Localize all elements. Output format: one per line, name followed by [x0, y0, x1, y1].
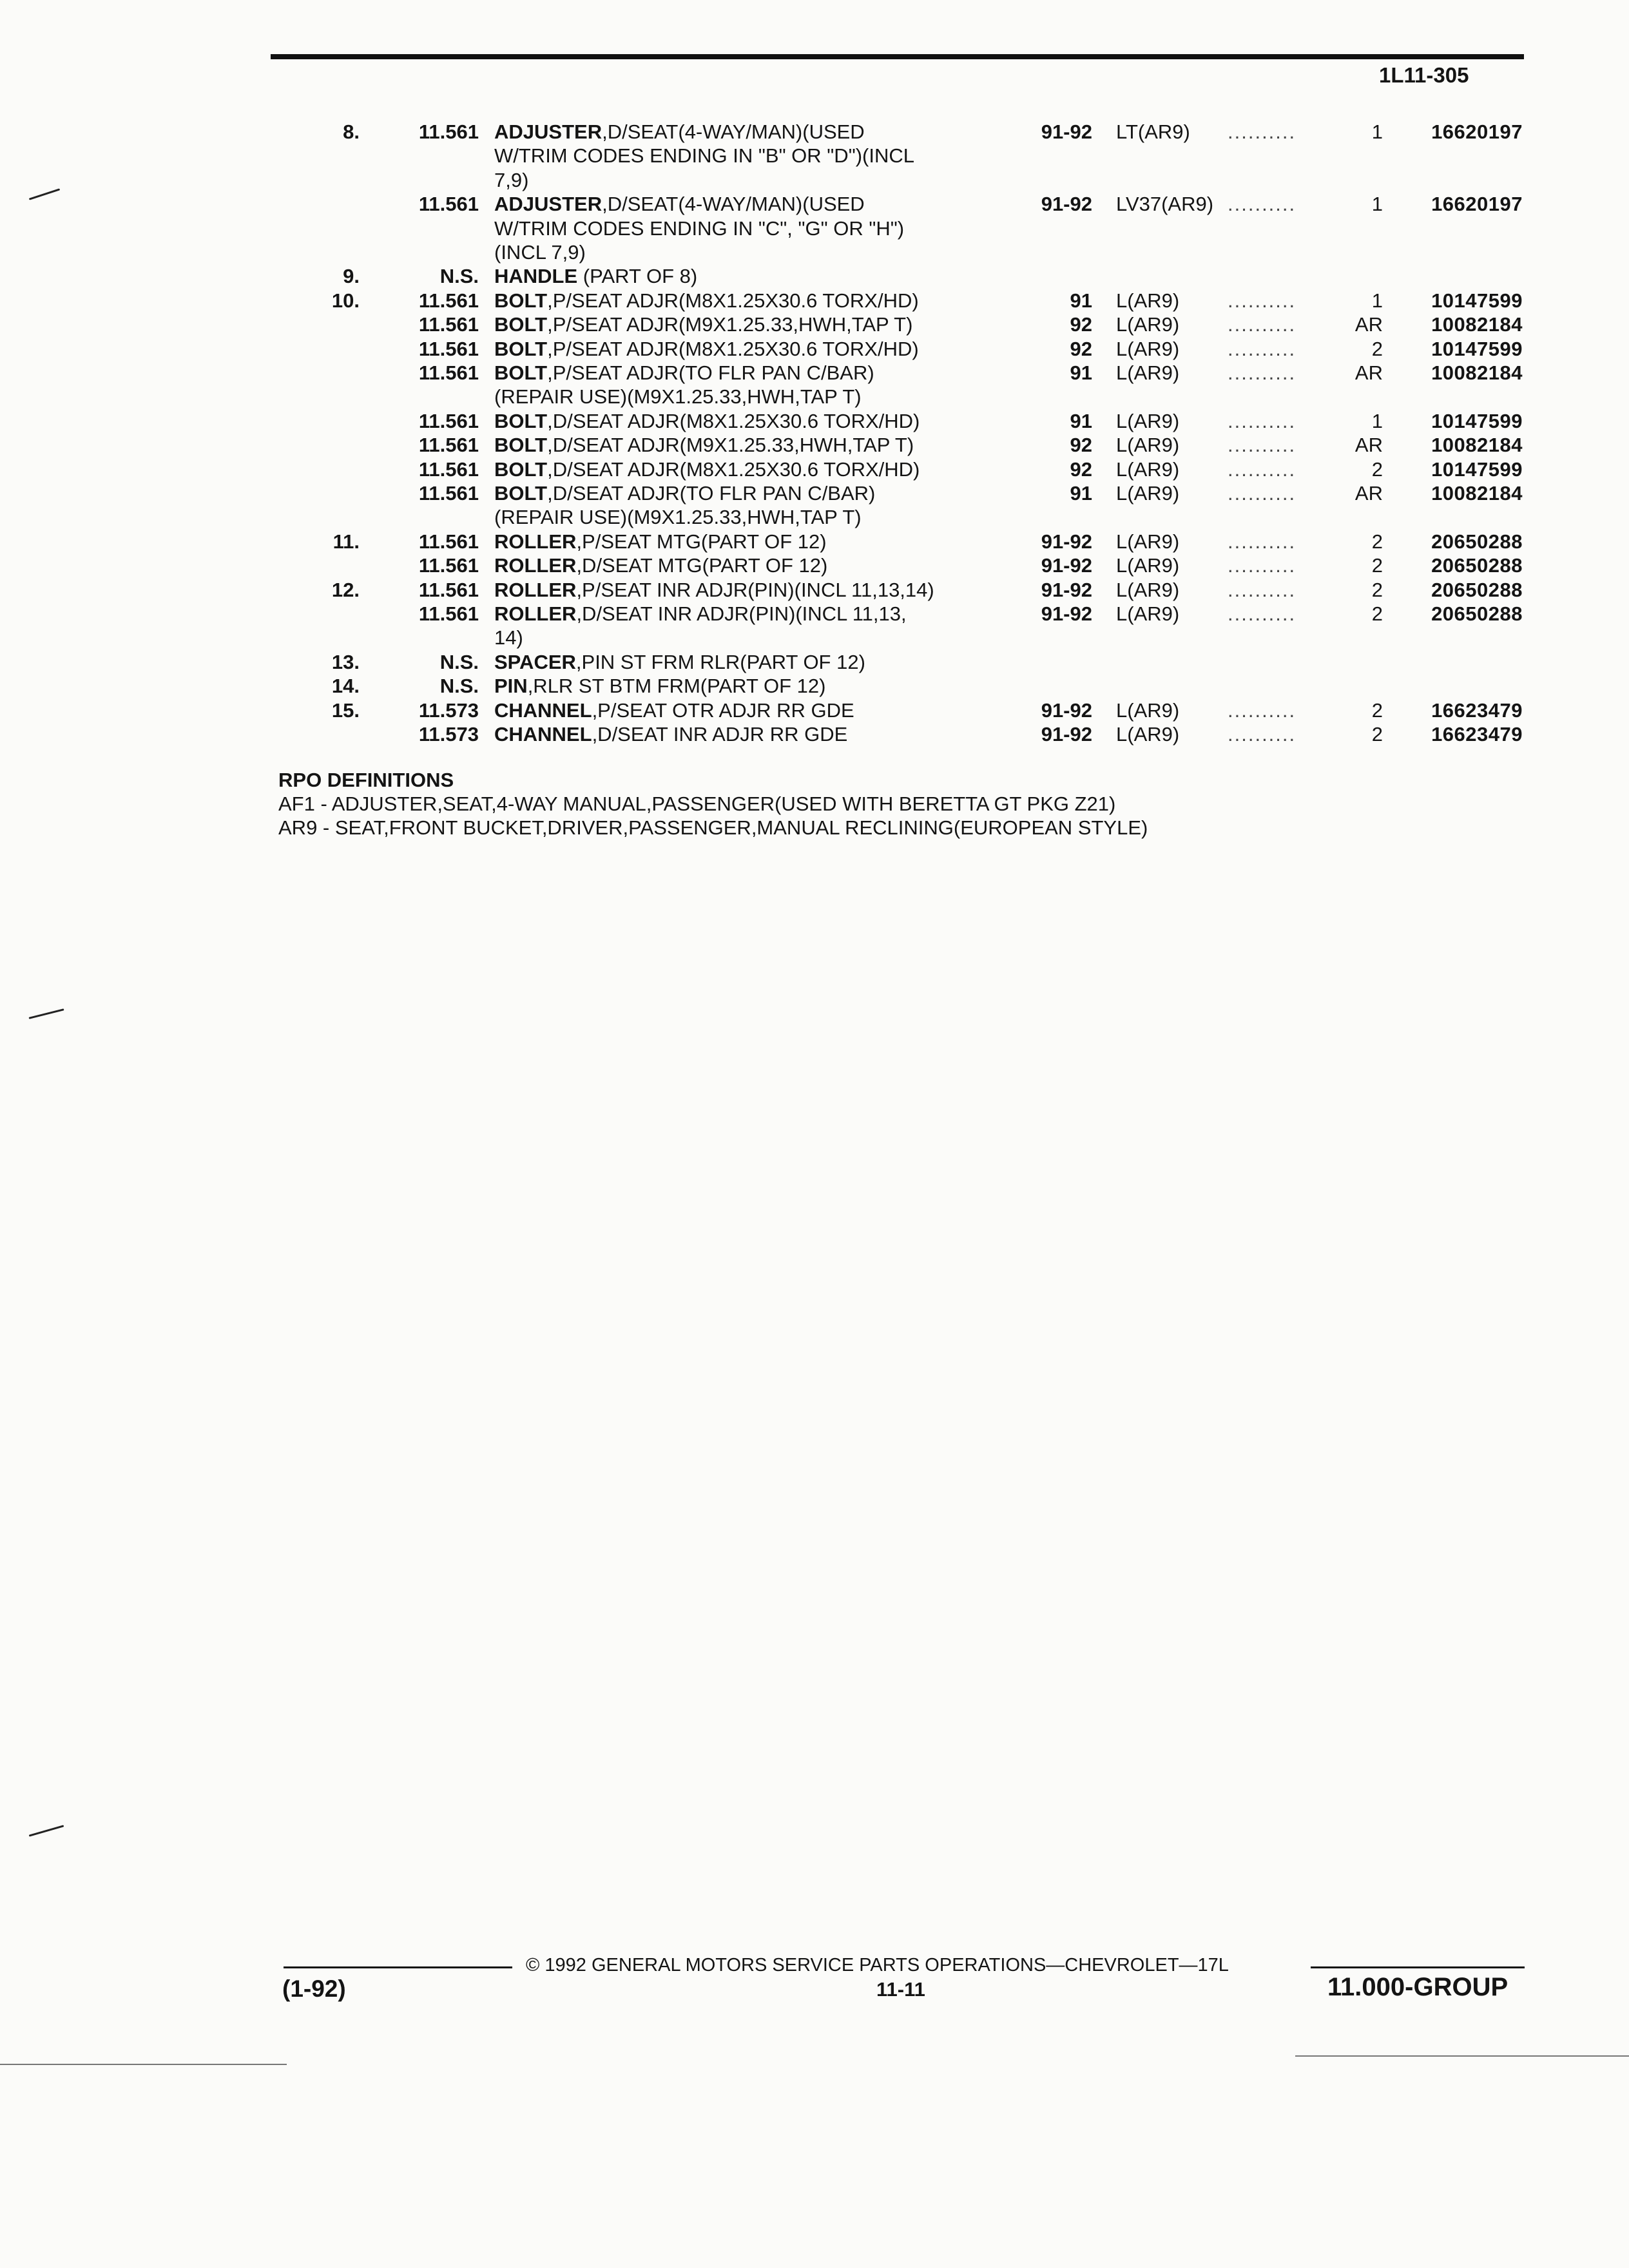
part-number: 20650288 — [1431, 578, 1523, 601]
quantity: 1 — [1371, 193, 1383, 216]
model-year: 91-92 — [1041, 120, 1092, 143]
parts-row — [0, 312, 1629, 336]
part-name: ROLLER — [494, 530, 577, 553]
quantity: 2 — [1371, 457, 1383, 481]
quantity: 2 — [1371, 723, 1383, 745]
description — [494, 168, 528, 192]
model-year: 91-92 — [1041, 578, 1092, 601]
bottom-scan-line-right — [1295, 2055, 1629, 2057]
part-detail: W/TRIM CODES ENDING IN "C", "G" OR "H") — [494, 216, 905, 240]
part-name: BOLT — [494, 289, 548, 312]
item-number: 10. — [331, 289, 360, 312]
item-number: 12. — [331, 578, 360, 601]
parts-row — [0, 722, 1629, 746]
dot-leader: .......... — [1228, 482, 1296, 505]
quantity: AR — [1354, 361, 1383, 384]
model-year: 91-92 — [1041, 530, 1092, 553]
quantity: AR — [1354, 313, 1383, 336]
rpo-definition: AR9 - SEAT,FRONT BUCKET,DRIVER,PASSENGER,MANUAL RECLINING(EUROPEAN STYLE) — [278, 816, 1148, 839]
description — [494, 505, 862, 529]
quantity: 1 — [1371, 289, 1383, 312]
part-number: 10082184 — [1431, 361, 1523, 384]
group-number: 11.561 — [418, 289, 479, 312]
group-number: 11.561 — [418, 554, 479, 577]
part-number: 20650288 — [1431, 602, 1523, 625]
part-detail: ,D/SEAT ADJR(M9X1.25.33,HWH,TAP T) — [547, 434, 914, 457]
description — [494, 433, 914, 457]
parts-row — [0, 120, 1629, 144]
part-detail: ,D/SEAT ADJR(M8X1.25X30.6 TORX/HD) — [547, 409, 920, 432]
part-detail: 7,9) — [494, 168, 529, 191]
parts-row — [0, 553, 1629, 577]
description — [494, 578, 934, 602]
model-year: 91-92 — [1041, 554, 1092, 577]
part-name: BOLT — [494, 434, 548, 457]
description — [494, 650, 865, 674]
quantity: 2 — [1371, 530, 1383, 553]
footer-rule-left — [284, 1966, 512, 1968]
part-detail: ,D/SEAT(4-WAY/MAN)(USED — [602, 193, 865, 216]
parts-row — [0, 481, 1629, 505]
parts-row — [0, 674, 1629, 698]
quantity: 2 — [1371, 337, 1383, 360]
parts-row — [0, 144, 1629, 168]
model-code: L(AR9) — [1116, 457, 1180, 481]
model-year: 91 — [1070, 482, 1092, 505]
parts-row — [0, 289, 1629, 312]
group-number: N.S. — [439, 265, 479, 288]
description — [494, 216, 904, 240]
dot-leader: .......... — [1228, 313, 1296, 336]
part-detail: ,P/SEAT ADJR(TO FLR PAN C/BAR) — [547, 361, 874, 384]
quantity: 2 — [1371, 554, 1383, 577]
quantity: AR — [1354, 482, 1383, 505]
parts-row — [0, 602, 1629, 626]
group-number: 11.561 — [418, 409, 479, 432]
description — [494, 674, 825, 698]
parts-row — [0, 337, 1629, 361]
part-name: BOLT — [494, 409, 548, 432]
bottom-scan-line-left — [0, 2064, 287, 2065]
model-code: L(AR9) — [1116, 434, 1180, 457]
dot-leader: .......... — [1228, 578, 1296, 601]
item-number: 14. — [331, 675, 360, 698]
description — [494, 553, 827, 577]
description — [494, 409, 920, 433]
dot-leader: .......... — [1228, 457, 1296, 481]
group-number: 11.561 — [418, 337, 479, 360]
model-year: 91-92 — [1041, 723, 1092, 745]
part-number: 10147599 — [1431, 457, 1523, 481]
part-name: ROLLER — [494, 554, 577, 577]
part-detail: ,PIN ST FRM RLR(PART OF 12) — [575, 650, 865, 673]
description — [494, 457, 920, 481]
parts-row — [0, 457, 1629, 481]
model-year: 92 — [1070, 313, 1092, 336]
part-name: ROLLER — [494, 578, 577, 601]
part-detail: ,D/SEAT INR ADJR(PIN)(INCL 11,13, — [576, 602, 907, 625]
description — [494, 312, 912, 336]
model-code: L(AR9) — [1116, 698, 1180, 722]
model-code: L(AR9) — [1116, 578, 1180, 601]
part-name: ROLLER — [494, 602, 577, 625]
dot-leader: .......... — [1228, 554, 1296, 577]
parts-row — [0, 168, 1629, 192]
parts-row — [0, 240, 1629, 264]
dot-leader: .......... — [1228, 120, 1296, 143]
group-number: 11.561 — [418, 602, 479, 625]
dot-leader: .......... — [1228, 530, 1296, 553]
part-detail: (REPAIR USE)(M9X1.25.33,HWH,TAP T) — [494, 506, 862, 529]
parts-row — [0, 626, 1629, 649]
model-year: 91-92 — [1041, 193, 1092, 216]
part-detail: (REPAIR USE)(M9X1.25.33,HWH,TAP T) — [494, 385, 862, 408]
part-detail: ,D/SEAT(4-WAY/MAN)(USED — [602, 120, 865, 143]
part-detail: ,D/SEAT ADJR(M8X1.25X30.6 TORX/HD) — [547, 457, 920, 481]
model-code: L(AR9) — [1116, 554, 1180, 577]
part-number: 10147599 — [1431, 409, 1523, 432]
model-code: L(AR9) — [1116, 337, 1180, 360]
group-number: 11.561 — [418, 530, 479, 553]
part-name: PIN — [494, 675, 528, 698]
part-number: 16623479 — [1431, 698, 1523, 722]
model-code: L(AR9) — [1116, 602, 1180, 625]
part-name: BOLT — [494, 482, 548, 505]
part-name: ADJUSTER — [494, 193, 602, 216]
part-detail: (INCL 7,9) — [494, 241, 586, 264]
part-name: BOLT — [494, 313, 548, 336]
part-name: BOLT — [494, 361, 548, 384]
model-code: L(AR9) — [1116, 313, 1180, 336]
part-detail: ,P/SEAT MTG(PART OF 12) — [576, 530, 827, 553]
part-name: BOLT — [494, 337, 548, 360]
description — [494, 144, 914, 168]
dot-leader: .......... — [1228, 698, 1296, 722]
parts-row — [0, 192, 1629, 216]
parts-row — [0, 650, 1629, 674]
dot-leader: .......... — [1228, 289, 1296, 312]
parts-row — [0, 505, 1629, 529]
quantity: 2 — [1371, 578, 1383, 601]
binder-hole-mark — [28, 1008, 64, 1019]
part-name: CHANNEL — [494, 698, 592, 722]
model-year: 92 — [1070, 337, 1092, 360]
part-number: 10147599 — [1431, 337, 1523, 360]
part-name: BOLT — [494, 457, 548, 481]
part-detail: W/TRIM CODES ENDING IN "B" OR "D")(INCL — [494, 144, 914, 168]
quantity: 1 — [1371, 120, 1383, 143]
group-number: N.S. — [439, 650, 479, 673]
part-name: HANDLE — [494, 265, 578, 288]
quantity: 2 — [1371, 698, 1383, 722]
description — [494, 530, 827, 553]
dot-leader: .......... — [1228, 193, 1296, 216]
parts-row — [0, 433, 1629, 457]
part-number: 20650288 — [1431, 530, 1523, 553]
quantity: 1 — [1371, 409, 1383, 432]
parts-row — [0, 361, 1629, 385]
part-detail: 14) — [494, 626, 523, 649]
description — [494, 120, 865, 144]
part-number: 20650288 — [1431, 554, 1523, 577]
part-number: 16623479 — [1431, 723, 1523, 745]
model-code: L(AR9) — [1116, 723, 1180, 745]
description — [494, 361, 874, 385]
group-number: 11.561 — [418, 434, 479, 457]
part-detail: ,P/SEAT INR ADJR(PIN)(INCL 11,13,14) — [576, 578, 934, 601]
model-year: 91 — [1070, 289, 1092, 312]
description — [494, 602, 907, 626]
description — [494, 337, 919, 361]
quantity: AR — [1354, 434, 1383, 457]
description — [494, 264, 697, 288]
description — [494, 722, 847, 746]
model-code: L(AR9) — [1116, 289, 1180, 312]
part-detail: ,P/SEAT ADJR(M8X1.25X30.6 TORX/HD) — [547, 289, 919, 312]
part-number: 16620197 — [1431, 193, 1523, 216]
model-code: L(AR9) — [1116, 361, 1180, 384]
description — [494, 626, 523, 649]
part-detail: ,P/SEAT ADJR(M9X1.25.33,HWH,TAP T) — [547, 313, 913, 336]
dot-leader: .......... — [1228, 409, 1296, 432]
parts-row — [0, 385, 1629, 408]
part-detail: (PART OF 8) — [577, 265, 698, 288]
item-number: 9. — [343, 265, 360, 288]
description — [494, 240, 586, 264]
part-detail: ,P/SEAT ADJR(M8X1.25X30.6 TORX/HD) — [547, 337, 919, 360]
model-code: L(AR9) — [1116, 530, 1180, 553]
group-number: 11.561 — [418, 120, 479, 143]
part-detail: ,D/SEAT INR ADJR RR GDE — [592, 723, 848, 745]
group-label: 11.000-GROUP — [1327, 1973, 1509, 2001]
part-detail: ,P/SEAT OTR ADJR RR GDE — [592, 698, 854, 722]
part-number: 10147599 — [1431, 289, 1523, 312]
parts-row — [0, 264, 1629, 288]
page-number: 11-11 — [876, 1978, 925, 2001]
part-detail: ,D/SEAT ADJR(TO FLR PAN C/BAR) — [547, 482, 876, 505]
item-number: 8. — [343, 120, 360, 143]
model-year: 91 — [1070, 361, 1092, 384]
description — [494, 192, 865, 216]
group-number: 11.561 — [418, 482, 479, 505]
item-number: 13. — [331, 650, 360, 673]
group-number: N.S. — [439, 675, 479, 698]
model-year: 91-92 — [1041, 698, 1092, 722]
model-year: 92 — [1070, 434, 1092, 457]
part-detail: ,RLR ST BTM FRM(PART OF 12) — [527, 675, 826, 698]
model-year: 91-92 — [1041, 602, 1092, 625]
model-code: LV37(AR9) — [1116, 193, 1214, 216]
group-number: 11.573 — [418, 723, 479, 745]
date-code: (1-92) — [282, 1975, 346, 2002]
quantity: 2 — [1371, 602, 1383, 625]
part-number: 10082184 — [1431, 313, 1523, 336]
header-rule — [271, 54, 1524, 59]
item-number: 15. — [331, 698, 360, 722]
group-number: 11.561 — [418, 361, 479, 384]
group-number: 11.561 — [418, 578, 479, 601]
part-name: CHANNEL — [494, 723, 592, 745]
footer-rule-right — [1311, 1966, 1525, 1968]
model-code: L(AR9) — [1116, 409, 1180, 432]
group-number: 11.561 — [418, 313, 479, 336]
parts-row — [0, 578, 1629, 602]
description — [494, 698, 854, 722]
rpo-title: RPO DEFINITIONS — [278, 769, 454, 791]
model-code: L(AR9) — [1116, 482, 1180, 505]
group-number: 11.561 — [418, 457, 479, 481]
binder-hole-mark — [29, 1825, 64, 1836]
parts-row — [0, 530, 1629, 553]
dot-leader: .......... — [1228, 434, 1296, 457]
parts-row — [0, 216, 1629, 240]
part-number: 10082184 — [1431, 434, 1523, 457]
description — [494, 385, 862, 408]
part-detail: ,D/SEAT MTG(PART OF 12) — [576, 554, 828, 577]
copyright-line: © 1992 GENERAL MOTORS SERVICE PARTS OPERATIONS—CHEVROLET—17L — [526, 1955, 1229, 1975]
description — [494, 289, 919, 312]
dot-leader: .......... — [1228, 337, 1296, 360]
parts-row — [0, 409, 1629, 433]
part-name: SPACER — [494, 650, 576, 673]
part-number: 16620197 — [1431, 120, 1523, 143]
model-year: 92 — [1070, 457, 1092, 481]
item-number: 11. — [333, 530, 360, 553]
dot-leader: .......... — [1228, 723, 1296, 745]
model-code: LT(AR9) — [1116, 120, 1190, 143]
rpo-definitions — [278, 768, 1148, 840]
parts-row — [0, 698, 1629, 722]
page-id: 1L11-305 — [1379, 63, 1469, 87]
part-number: 10082184 — [1431, 482, 1523, 505]
dot-leader: .......... — [1228, 602, 1296, 625]
model-year: 91 — [1070, 409, 1092, 432]
dot-leader: .......... — [1228, 361, 1296, 384]
group-number: 11.573 — [418, 698, 479, 722]
description — [494, 481, 875, 505]
rpo-definition: AF1 - ADJUSTER,SEAT,4-WAY MANUAL,PASSENGER(USED WITH BERETTA GT PKG Z21) — [278, 793, 1116, 815]
group-number: 11.561 — [418, 193, 479, 216]
part-name: ADJUSTER — [494, 120, 602, 143]
